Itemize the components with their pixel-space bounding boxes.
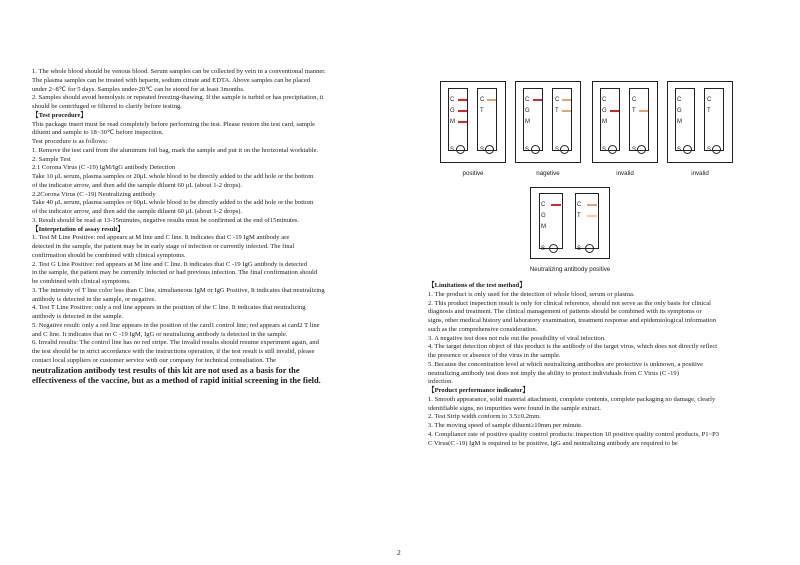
label-m: M [602,119,607,125]
label-s: S [677,147,682,153]
label-g: G [677,108,682,114]
text-line: 1. The product is only used for the detection of whole blood, serum or plasma. [428,290,635,298]
section-heading: 【Product performance indicator】 [428,387,529,394]
text-line: 2. Sample Test [32,155,71,163]
label-t: T [707,108,711,114]
test-line [639,110,648,112]
label-c: C [632,97,637,103]
text-line: 4. The target detection object of this product is the antibody of the target virus, which does not directly reflect [428,343,718,351]
label-c: C [555,97,560,103]
text-line: identifiable signs, no impurities were found in the sample extract. [428,404,602,412]
control-line [551,204,561,206]
text-line: 1. Test M Line Positive: red appears at M line and C line. It indicates that C -19 IgM antibody are [32,234,290,242]
caption-invalid: invalid [691,170,709,177]
text-line: 3. The moving speed of sample diluent≥10mm per minute. [428,422,583,429]
label-t: T [577,213,581,219]
text-line: 2. This product inspection result is only for clinical reference, should not serve as the only basis for clinical [428,299,711,307]
sample-well [456,145,465,154]
text-line: 5. Because the concentration level at which neutralizing antibodies are protective is unknown, a positive [428,360,704,368]
text-line: antibody is detected in the sample, or negative. [32,295,156,303]
label-s: S [632,147,637,153]
sample-well [485,145,494,154]
text-line: the presence or absence of the virus in the sample. [428,352,561,359]
label-c: C [480,97,485,103]
card-invalid [592,81,658,163]
igm-line [458,121,467,123]
label-m: M [677,119,682,125]
label-s: S [707,147,712,153]
control-line [533,99,542,101]
text-line: of the indicator arrow, and then add the sample diluent 60 μL (about 1-2 drops). [32,208,243,215]
label-t: T [480,108,484,114]
text-line: antibody is detected in the sample. [32,313,124,320]
label-c: C [541,202,546,208]
card-negative [515,81,581,163]
text-line: contact local suppliers or customer service with our company for technical consultation. The [32,356,276,364]
text-line: 2. Test Strip width conform to 3.5±0.2mm. [428,413,541,421]
label-t: T [632,108,636,114]
right-column [428,282,772,448]
caption-invalid: invalid [616,170,634,177]
text-line: 3. Result should be read at 13-15minutes, negative results must be confirmed at the end of15minutes. [32,216,299,224]
text-line: C Virus(C -19) IgM is required to be positive, IgG and neutralizing antibody are required to be [428,439,678,447]
label-c: C [525,97,530,103]
label-m: M [541,224,546,230]
sample-well [683,145,692,154]
control-line [458,99,467,101]
text-line: 2.2Corona Virus (C -19) Neutralizing antibody [32,190,156,198]
control-line [587,204,597,206]
card-neutralizing-positive [530,187,610,259]
text-line: diagnosis and treatment. The clinical management of patients should be combined with its symptoms or [428,308,702,316]
text-line: under 2~8℃ for 5 days. Samples under-20℃ can be stored for at least 3months. [32,85,245,93]
label-g: G [450,108,455,114]
text-line: 2. Samples should avoid hemolysis or repeated freezing-thawing. If the sample is turbid or has precipitation, it [32,94,324,102]
section-heading: 【Limitations of the test method】 [428,282,526,289]
text-line: should be centrifuged or filtered to clarify before testing. [32,103,182,110]
text-line: of the indicator arrow, and then add the sample diluent 60 μL (about 1-2 drops). [32,181,243,189]
control-line [487,99,496,101]
text-line: effectiveness of the vaccine, but as a method of rapid initial screening in the field. [32,375,321,385]
text-line: Take 40 μL serum, plasma samples or 60μL whole blood to be directly added to the add hole or the bottom [32,199,314,207]
sample-well [549,244,558,253]
label-c: C [450,97,455,103]
label-g: G [525,108,530,114]
text-line: 1. Smooth appearance, solid material attachment, complete contents, complete packaging no damage, clearly [428,395,716,403]
label-c: C [677,97,682,103]
caption-positive: positive [462,170,484,177]
text-line: 3. The intensity of T line color less than C line, simultaneous IgM or IgG Positive, It indicates that neutralizing [32,286,325,294]
text-line: 5. Negative result: only a red line appears in the position of the card1 control line; red appears at card2 T line [32,321,320,329]
section-heading: 【Test procedure】 [32,111,88,119]
label-c: C [577,202,582,208]
text-line: detected in the sample, the patient may be in early stage of infection or currently infected. The final [32,243,295,250]
left-column [32,68,372,386]
text-line: 2.1 Corona Virus (C -19) IgM/IgG antibody Detection [32,164,176,172]
sample-well [712,145,721,154]
label-s: S [602,147,607,153]
text-line: such as the comprehensive consideration. [428,325,538,333]
text-line: infection. [428,378,454,386]
sample-well [637,145,646,154]
label-m: M [525,119,530,125]
text-line: in the sample, the patient may be currently infected or had previous infection. The final confirmation should [32,269,318,277]
text-line: the test should be in strict accordance with the instructions operation, if the test result is still invalid, please [32,348,315,355]
label-s: S [555,147,560,153]
text-line: The plasma samples can be treated with heparin, sodium citrate and EDTA. Above samples can be placed [32,76,311,84]
text-line: neutralizing antibody test does not imply the ability to protect individuals from C Virus (C -19) [428,369,679,377]
text-line: Test procedure is as follows: [32,138,108,145]
text-line: 2. Test G Line Positive: red appears at M line and C line. It indicates that C -19 IgG antibody is detected [32,260,308,268]
text-line: 1. Remove the test card from the aluminum foil bag, mark the sample and put it on the horizontal worktable. [32,146,319,154]
text-line: 1. The whole blood should be venous blood. Serum samples can be collected by vein in a conventional manner. [32,68,326,75]
text-line: and C line. It indicates that no C -19 IgM, IgG or neutralizing antibody is detected in the sample. [32,330,288,338]
sample-well [560,145,569,154]
label-s: S [577,246,582,252]
text-line: diluent and sample to 18~30℃ before inspection. [32,129,164,137]
label-m: M [450,119,455,125]
card-positive [440,81,506,163]
text-line: This package insert must be read completely before performing the test. Please restore the test card, sample [32,120,316,128]
text-line: be combined with clinical symptoms. [32,278,131,285]
label-c: C [602,97,607,103]
text-line: neutralization antibody test results of this kit are not used as a basis for the [32,365,300,375]
igg-line [458,110,467,112]
label-t: T [555,108,559,114]
text-line: 4. Test T Line Positive: only a red line appears in the position of the C line. It indicates that neutralizing [32,304,306,312]
text-line: signs, other medical history and laboratory examination, treatment response and epidemiological information [428,317,717,324]
label-c: C [707,97,712,103]
label-s: S [541,246,546,252]
card-invalid [667,81,733,163]
page-number: 2 [397,548,401,557]
section-heading: 【Interpetation of assay result】 [32,225,125,233]
label-s: S [525,147,530,153]
test-line [587,215,597,217]
label-g: G [541,213,546,219]
test-line [562,110,571,112]
sample-well [531,145,540,154]
label-s: S [450,147,455,153]
igg-line [610,110,619,112]
text-line: 4. Compliance rate of positive quality control products: inspection 10 positive quality control products, P1~P3 [428,430,720,438]
control-line [562,99,571,101]
caption-negative: nagetive [536,170,560,177]
sample-well [608,145,617,154]
label-g: G [602,108,607,114]
caption-neutralizing: Neutralizing antibody positive [529,266,611,273]
text-line: Take 10 μL serum, plasma samples or 20μL whole blood to be directly added to the add hole or the bottom [32,173,314,180]
text-line: 6. Invalid results: The control line has no red stripe. The invalid results should resume experiment again, and [32,339,319,347]
label-s: S [480,147,485,153]
sample-well [585,244,594,253]
text-line: 3. A negative test does not rule out the possibility of viral infection. [428,334,606,342]
text-line: confirmation should be combined with clinical symptoms. [32,251,186,259]
